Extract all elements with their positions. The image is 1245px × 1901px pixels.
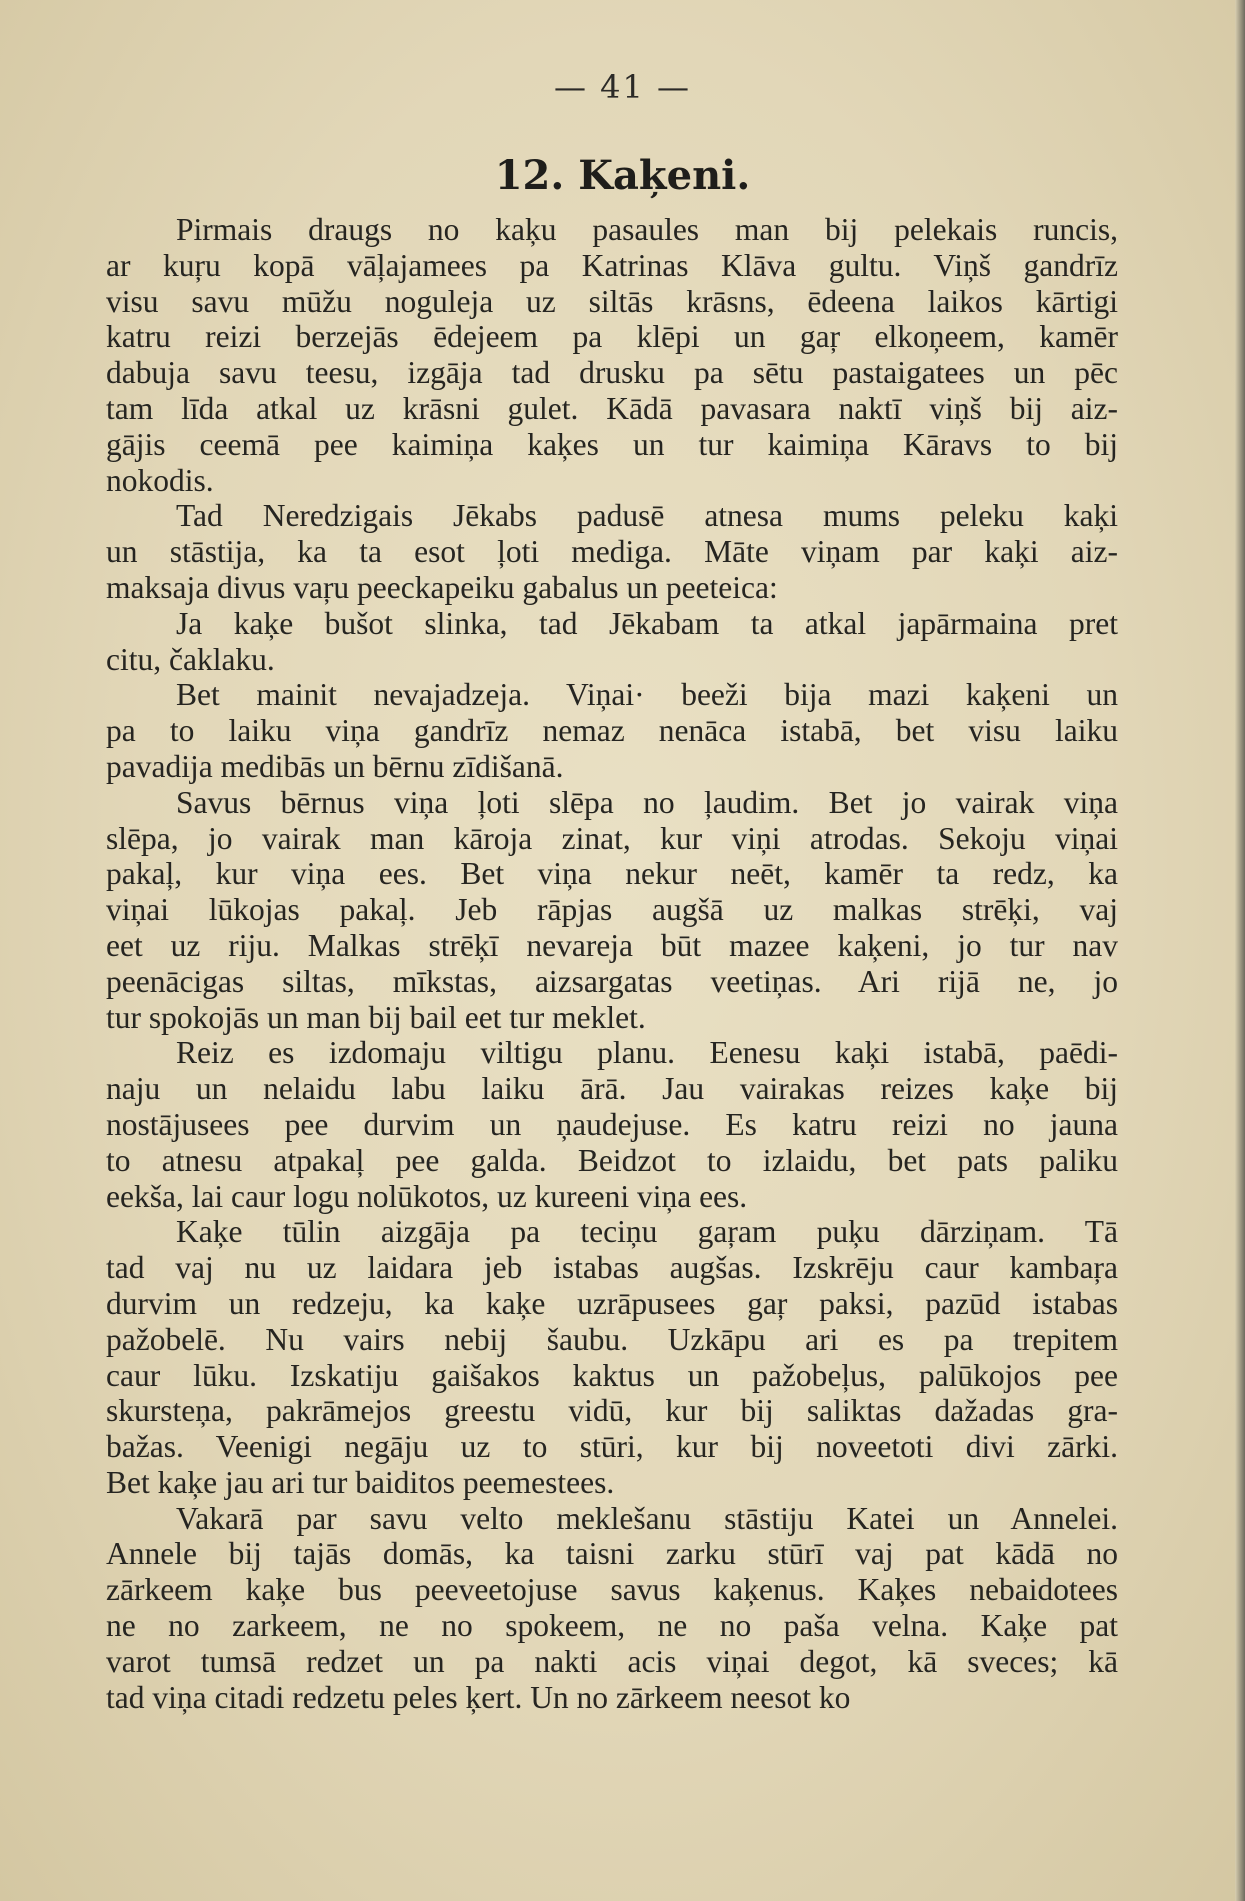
paragraph — [106, 1501, 1118, 1716]
text-line: nokodis. — [106, 462, 214, 498]
text-line: nostājusees pee durvim un ņaudejuse. Es katru reizi no jauna — [106, 1106, 1118, 1142]
paragraph — [106, 212, 1118, 498]
text-line: durvim un redzeju, ka kaķe uzrāpusees gaŗ paksi, pazūd istabas — [106, 1285, 1118, 1321]
paragraph — [106, 1214, 1118, 1500]
paragraph — [106, 498, 1118, 605]
text-line: dabuja savu teesu, izgāja tad drusku pa sētu pastaigatees un pēc — [106, 355, 1118, 391]
text-line: maksaja divus vaŗu peeckapeiku gabalus un peeteica: — [106, 569, 778, 605]
text-line: slēpa, jo vairak man kāroja zinat, kur viņi atrodas. Sekoju viņai — [106, 820, 1118, 856]
text-line: pažobelē. Nu vairs nebij šaubu. Uzkāpu ari es pa trepitem — [106, 1321, 1118, 1357]
text-line: un stāstija, ka ta esot ļoti mediga. Māte viņam par kaķi aiz- — [106, 534, 1118, 570]
page-number: — 41 — — [553, 68, 692, 106]
text-line: gājis ceemā pee kaimiņa kaķes un tur kaimiņa Kāravs to bij — [106, 426, 1118, 462]
paragraph — [106, 677, 1118, 784]
text-line: peenācigas siltas, mīkstas, aizsargatas veetiņas. Ari rijā ne, jo — [106, 963, 1118, 999]
text-line: eet uz riju. Malkas strēķī nevareja būt mazee kaķeni, jo tur nav — [106, 927, 1118, 963]
text-line: Vakarā par savu velto meklešanu stāstiju Katei un Annelei. — [176, 1500, 1118, 1536]
text-line: ne no zarkeem, ne no spokeem, ne no paša velna. Kaķe pat — [106, 1608, 1118, 1644]
body-text — [106, 212, 1118, 1715]
text-line: Ja kaķe bušot slinka, tad Jēkabam ta atkal japārmaina pret — [176, 605, 1118, 641]
text-line: caur lūku. Izskatiju gaišakos kaktus un pažobeļus, palūkojos pee — [106, 1357, 1118, 1393]
text-line: Bet kaķe jau ari tur baiditos peemestees. — [106, 1464, 615, 1500]
text-line: Tad Neredzigais Jēkabs padusē atnesa mums peleku kaķi — [176, 498, 1118, 534]
chapter-title: 12. Kaķeni. — [494, 152, 751, 199]
paragraph — [106, 785, 1118, 1036]
text-line: ar kuŗu kopā vāļajamees pa Katrinas Klāva gultu. Viņš gandrīz — [106, 247, 1118, 283]
text-line: zārkeem kaķe bus peeveetojuse savus kaķenus. Kaķes nebaidotees — [106, 1572, 1118, 1608]
text-line: tur spokojās un man bij bail eet tur meklet. — [106, 999, 646, 1035]
text-line: pa to laiku viņa gandrīz nemaz nenāca istabā, bet visu laiku — [106, 713, 1118, 749]
paragraph — [106, 1035, 1118, 1214]
text-line: tam līda atkal uz krāsni gulet. Kādā pavasara naktī viņš bij aiz- — [106, 390, 1118, 426]
text-line: tad vaj nu uz laidara jeb istabas augšas. Izskrēju caur kambaŗa — [106, 1250, 1118, 1286]
text-line: tad viņa citadi redzetu peles ķert. Un no zārkeem neesot ko — [106, 1679, 851, 1715]
text-line: visu savu mūžu noguleja uz siltās krāsns, ēdeena laikos kārtigi — [106, 283, 1118, 319]
text-line: skursteņa, pakrāmejos greestu vidū, kur bij saliktas dažadas gra- — [106, 1393, 1118, 1429]
text-line: Annele bij tajās domās, ka taisni zarku stūrī vaj pat kādā no — [106, 1536, 1118, 1572]
text-line: pavadija medibās un bērnu zīdišanā. — [106, 748, 564, 784]
text-line: citu, čaklaku. — [106, 641, 275, 677]
text-line: pakaļ, kur viņa ees. Bet viņa nekur neēt, kamēr ta redz, ka — [106, 856, 1118, 892]
text-line: to atnesu atpakaļ pee galda. Beidzot to izlaidu, bet pats paliku — [106, 1142, 1118, 1178]
page-edge-shadow — [1235, 0, 1245, 1901]
text-line: viņai lūkojas pakaļ. Jeb rāpjas augšā uz malkas strēķi, vaj — [106, 892, 1118, 928]
text-line: naju un nelaidu labu laiku ārā. Jau vairakas reizes kaķe bij — [106, 1071, 1118, 1107]
text-line: Reiz es izdomaju viltigu planu. Eenesu kaķi istabā, paēdi- — [176, 1035, 1118, 1071]
text-line: Pirmais draugs no kaķu pasaules man bij pelekais runcis, — [176, 212, 1118, 247]
text-line: bažas. Veenigi negāju uz to stūri, kur bij noveetoti divi zārki. — [106, 1429, 1118, 1465]
text-line: varot tumsā redzet un pa nakti acis viņai degot, kā sveces; kā — [106, 1643, 1118, 1679]
text-line: katru reizi berzejās ēdejeem pa klēpi un gaŗ elkoņeem, kamēr — [106, 319, 1118, 355]
paragraph — [106, 606, 1118, 678]
text-line: eekša, lai caur logu nolūkotos, uz kureeni viņa ees. — [106, 1178, 748, 1214]
text-line: Kaķe tūlin aizgāja pa teciņu gaŗam puķu dārziņam. Tā — [176, 1214, 1118, 1250]
text-line: Bet mainit nevajadzeja. Viņai· beeži bija mazi kaķeni un — [176, 677, 1118, 713]
text-line: Savus bērnus viņa ļoti slēpa no ļaudim. Bet jo vairak viņa — [176, 784, 1118, 820]
